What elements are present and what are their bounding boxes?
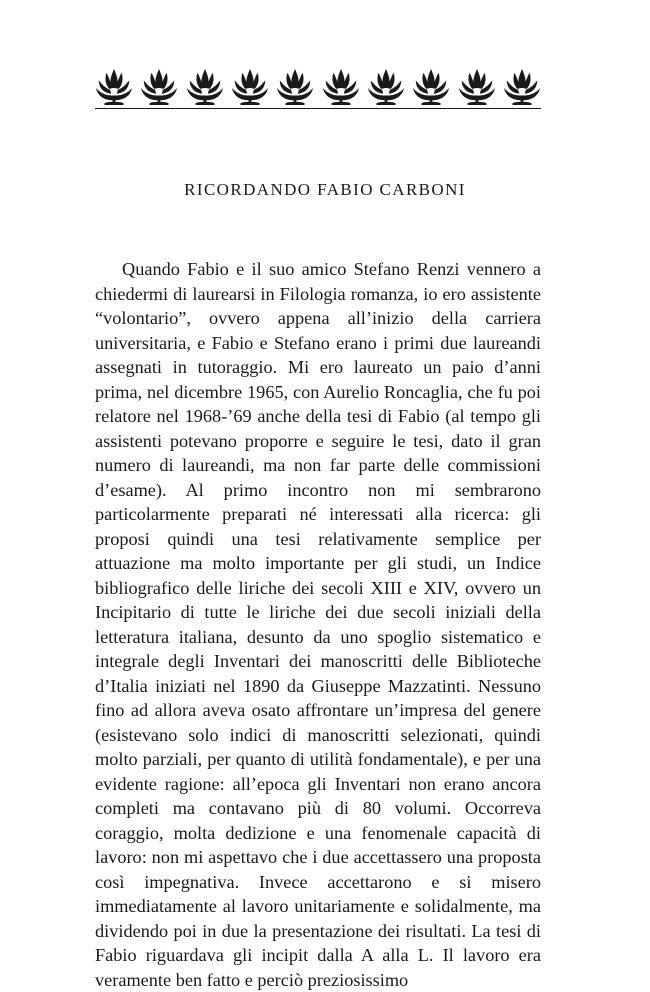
header-ornament-row — [95, 63, 541, 107]
header-rule — [95, 108, 541, 109]
flower-ornament-icon — [276, 67, 314, 107]
chapter-title: RICORDANDO FABIO CARBONI — [184, 180, 466, 199]
flower-ornament-icon — [140, 67, 178, 107]
flower-ornament-icon — [186, 67, 224, 107]
flower-ornament-icon — [322, 67, 360, 107]
flower-ornament-icon — [367, 67, 405, 107]
flower-ornament-icon — [231, 67, 269, 107]
flower-ornament-icon — [458, 67, 496, 107]
flower-ornament-icon — [95, 67, 133, 107]
flower-ornament-icon — [503, 67, 541, 107]
body-paragraph: Quando Fabio e il suo amico Stefano Renzi vennero a chiedermi di laurearsi in Filologia romanza, io ero assistente “volontario”, ovvero appena all’inizio della carriera universitaria, e Fabio e Stefano erano i primi due laureandi assegnati in tutoraggio. Mi ero laureato un paio d’anni prima, nel dicembre 1965, con Aurelio Roncaglia, che fu poi relatore nel 1968-’69 anche della tesi di Fabio (al tempo gli assistenti potevano proporre e seguire le tesi, dato il gran numero di laureandi, ma non far parte delle commissioni d’esame). Al primo incontro non mi sembrarono particolarmente preparati né interessati alla ricerca: gli proposi quindi una tesi relativamente semplice per attuazione ma molto importante per gli studi, un Indice bibliografico delle liriche dei secoli XIII e XIV, ovvero un Incipitario di tutte le liriche dei due secoli iniziali della letteratura italiana, desunto da uno spoglio sistematico e integrale degli Inventari dei manoscritti delle Biblioteche d’Italia iniziati nel 1890 da Giuseppe Mazzatinti. Nessuno fino ad allora aveva osato affrontare un’impresa del genere (esistevano solo indici di manoscritti selezionati, quindi molto parziali, per quanto di utilità fondamentale), e per una evidente ragione: all’epoca gli Inventari non erano ancora completi ma contavano più di 80 volumi. Occorreva coraggio, molta dedizione e una fenomenale capacità di lavoro: non mi aspettavo che i due accettassero una proposta così impegnativa. Invece accettarono e si misero immediatamente al lavoro unitariamente e solidalmente, ma dividendo poi in due la presentazione dei risultati. La tesi di Fabio riguardava gli incipit dalla A alla L. Il lavoro era veramente ben fatto e perciò preziosissimo — [95, 259, 541, 990]
flower-ornament-icon — [412, 67, 450, 107]
